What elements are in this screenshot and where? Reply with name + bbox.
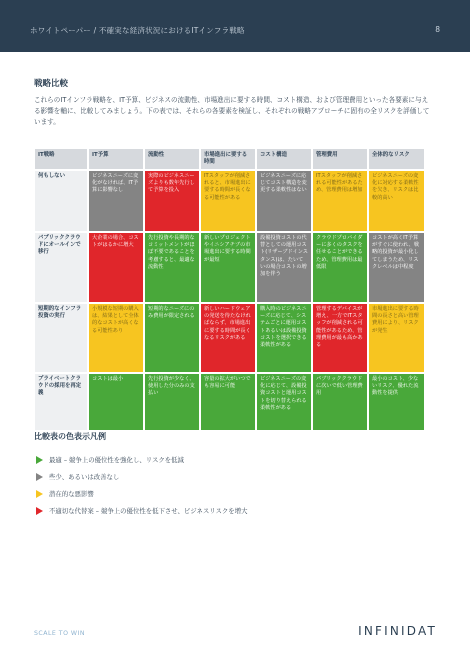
legend-item [36,502,247,519]
table-cell: 小規模な短期の購入は、結果として全体的なコストが高くなる可能性あり [89,304,143,372]
table-row [35,374,424,430]
color-legend [36,451,247,519]
legend-item [36,485,247,502]
table-header-row [35,149,424,169]
section-title: 戦略比較 [34,79,69,89]
strategy-comparison-table [33,147,424,432]
triangle-icon [36,490,43,498]
triangle-icon [36,456,43,464]
row-label: 短期的なインフラ投資の実行 [35,304,87,372]
table-cell: 先行投資や長期的なコミットメントがほぼ不要であることを考慮すると、最適な流動性 [145,233,199,302]
table-cell: 大企業の場合、コストがはるかに増大 [89,233,143,302]
page-number: 8 [435,25,440,34]
table-cell: ITスタッフが削減されると、市場進出に要する時間が長くなる可能性がある [201,171,255,231]
table-row [35,304,424,372]
row-label: 何もしない [35,171,87,231]
table-cell: ビジネスニーズに応じてコスト構造を変更する柔軟性はない [257,171,311,231]
table-row [35,233,424,302]
header-cell: IT予算 [89,149,143,169]
triangle-icon [36,473,43,481]
table-cell: コストが高くIT予算がすぐに使われ、戦略的投資が最小化してしまうため、リスクレベルは中程度 [369,233,424,302]
table-cell: 最小のコスト、少ないリスク、優れた流動性を提供 [369,374,424,430]
table-cell: コストは最小 [89,374,143,430]
table-cell: ビジネスニーズに変化がなければ、IT予算に影響なし [89,171,143,231]
table-cell: ITスタッフが削減される可能性があるため、管理費用は増加 [313,171,367,231]
document-title: ホワイトペーパー / 不確実な経済状況におけるITインフラ戦略 [30,26,245,35]
table-cell: クラウドプロバイダーに多くのタスクを任せることができるため、管理費用は最低限 [313,233,367,302]
table-cell: ビジネスニーズの変化に応じて、設備投資コストと運用コストを切り替えられる柔軟性がある [257,374,311,430]
company-logo: INFINIDAT [358,624,437,638]
table-cell: 新しいプロジェクトやイニシアチブの市場進出に要する時間が最短 [201,233,255,302]
table-row [35,171,424,231]
legend-item [36,451,247,468]
legend-label: 潜在的な悪影響 [49,490,94,498]
intro-paragraph: これらのITインフラ戦略を、IT予算、ビジネスの流動性、市場進出に要する時間、コスト構造、および管理費用といった各要素に与える影響を軸に、比較してみましょう。下の表では、それらの各要素を検証し、それぞれの戦略アプローチに固有の全リスクを評価しています。 [34,96,430,126]
table-cell: ビジネスニーズの変化に対応する柔軟性を欠き、リスクは比較的高い [369,171,424,231]
table-cell: 管理するデバイスが増え、一方でITスタッフが削減される可能性があるため、管理費用が最も高かある [313,304,367,372]
header-cell: コスト構造 [257,149,311,169]
triangle-icon [36,507,43,515]
page-header [0,0,470,52]
header-cell: 管理費用 [313,149,367,169]
table-cell: 設備投資コストの代替としての運用コスト(リザーブドインスタンス)は、たいていの場合コストの増加を伴う [257,233,311,302]
legend-title: 比較表の色表示凡例 [34,432,106,441]
table-cell: 容量の拡大がいつでも容易に可能 [201,374,255,430]
legend-label: 些少、あるいは改善なし [49,473,120,481]
legend-label: 不適切な代替案 – 競争上の優位性を低下させ、ビジネスリスクを増大 [49,507,248,515]
table-cell: 市場進出に要する時間の長さと高い管理費用により、リスクが発生 [369,304,424,372]
legend-item [36,468,247,485]
table-cell: 短期的なニーズにのみ費用が限定される [145,304,199,372]
header-cell: 全体的なリスク [369,149,424,169]
table-cell: 実際のビジネスニーズよりも数年先行して予算を投入 [145,171,199,231]
row-label: プライベートクラウドの採用を再定義 [35,374,87,430]
row-label: パブリッククラウドにオールインで移行 [35,233,87,302]
table-cell: 新しいハードウェアの発送を待たなければならず、市場進出に要する時間が長くなるリスクがある [201,304,255,372]
legend-label: 最適 – 競争上の優位性を強化し、リスクを低減 [49,456,184,464]
footer-tagline: SCALE TO WIN [34,630,85,637]
header-cell: 市場進出に要する時間 [201,149,255,169]
header-cell: 流動性 [145,149,199,169]
table-cell: パブリッククラウドに次いで低い管理費用 [313,374,367,430]
header-cell: IT戦略 [35,149,87,169]
table-cell: 購入時のビジネスニーズに応じて、システムごとに運用コストあるいは設備投資コストを選択できる柔軟性がある [257,304,311,372]
table-cell: 先行投資が少なく、使用した分のみの支払い [145,374,199,430]
